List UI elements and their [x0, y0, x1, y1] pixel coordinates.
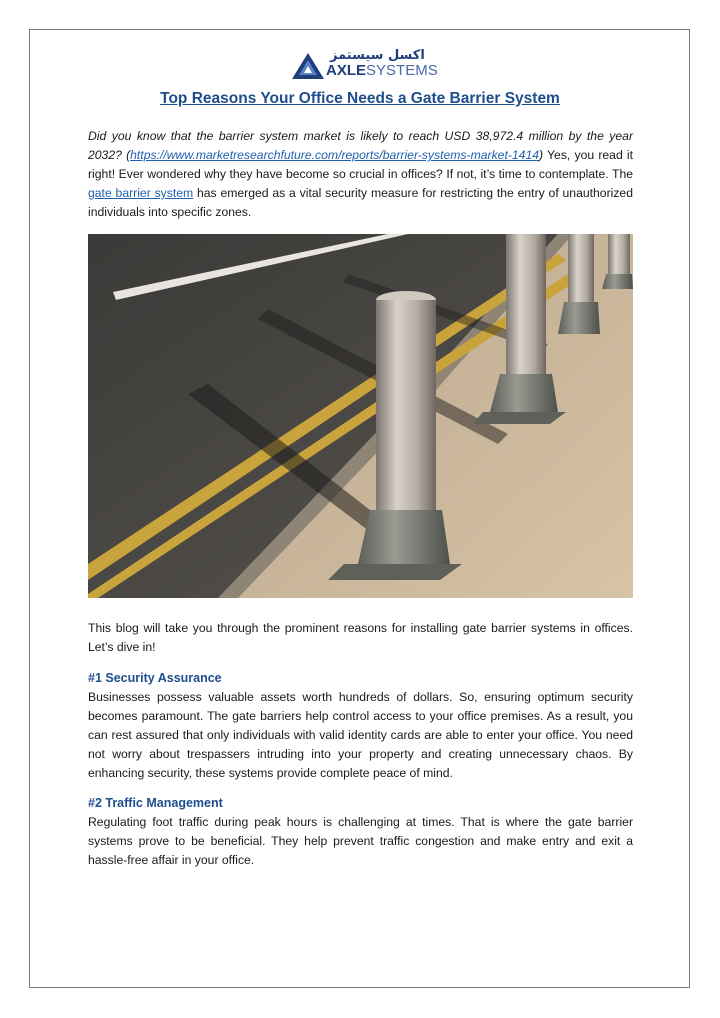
logo-word-bold: AXLE [326, 62, 367, 79]
logo-word-light: SYSTEMS [366, 62, 438, 79]
intro-paragraph [88, 127, 633, 222]
triangle-a-logo-icon [292, 53, 324, 79]
blog-intro-paragraph: This blog will take you through the prominent reasons for installing gate barrier systems in offices. Let’s dive in! [88, 621, 633, 654]
intro-italic: Did you know that the barrier system market is likely to reach USD 38,972.4 million by the year 2032? ( [88, 129, 633, 162]
logo-wordmark [326, 62, 438, 79]
company-logo [292, 48, 438, 80]
section-1-body: Businesses possess valuable assets worth hundreds of dollars. So, ensuring optimum security becomes paramount. The gate barriers help control access to your office premises. As a result, you can rest assured that only individuals with valid identity cards are able to enter your office. You need not worry about trespassers intruding into your property and creating unnecessary chaos. By enhancing security, these systems provide complete peace of mind. [88, 690, 633, 780]
gate-barrier-system-link[interactable]: gate barrier system [88, 186, 194, 200]
logo-arabic-text: اكسل سيستمز [330, 48, 425, 63]
intro-text-1: Yes, you read it right! Ever wondered why they have become so crucial in offices? If not, it’s time to contemplate. The [88, 148, 633, 181]
section-1-heading: #1 Security Assurance [88, 671, 222, 685]
intro-text-2: has emerged as a vital security measure for restricting the entry of unauthorized individuals into specific zones. [88, 186, 633, 219]
bollards-photo [88, 234, 633, 598]
intro-close-paren: ) [539, 148, 544, 162]
page-title: Top Reasons Your Office Needs a Gate Barrier System [160, 90, 560, 107]
market-report-link[interactable]: https://www.marketresearchfuture.com/reports/barrier-systems-market-1414 [130, 148, 540, 162]
section-2-body: Regulating foot traffic during peak hours is challenging at times. That is where the gate barrier systems prove to be beneficial. They help prevent traffic congestion and make entry and exit a hassle-free affair in your office. [88, 815, 633, 867]
section-2-heading: #2 Traffic Management [88, 796, 223, 810]
